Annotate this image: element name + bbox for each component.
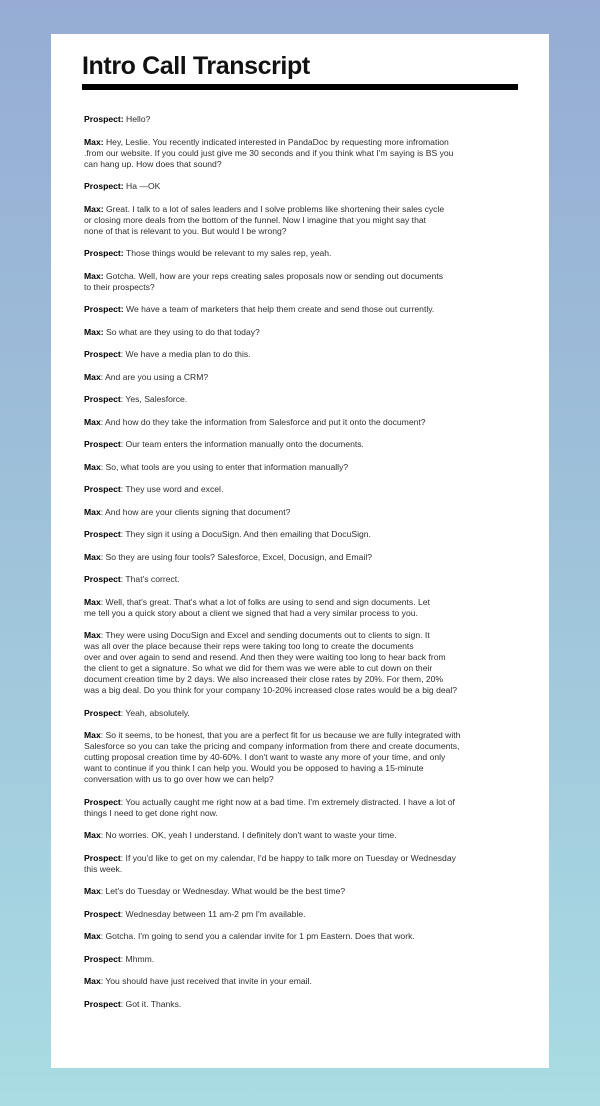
transcript-entry: [84, 484, 534, 495]
utterance-text: : Mhmm.: [120, 953, 155, 964]
utterance-text: : Yes, Salesforce.: [120, 394, 188, 404]
transcript-entry: [84, 909, 534, 920]
transcript-line: [84, 226, 534, 237]
transcript-line: [84, 304, 534, 315]
utterance-text: Hey, Leslie. You recently indicated interested in PandaDoc by requesting more infromation: [105, 136, 449, 147]
speaker-label: Max: [84, 461, 101, 472]
transcript-line: [84, 215, 534, 226]
transcript-entry: [84, 999, 534, 1010]
speaker-label: Prospect: [84, 394, 121, 404]
speaker-label: Prospect:: [84, 181, 127, 191]
transcript-line: [84, 741, 534, 752]
utterance-text: So what are they using to do that today?: [105, 326, 260, 337]
page-title: Intro Call Transcript: [82, 52, 310, 80]
utterance-text: : Yeah, absolutely.: [120, 707, 190, 718]
transcript-line: [84, 652, 534, 663]
transcript-line: [84, 529, 534, 540]
speaker-label: Prospect: [84, 439, 121, 449]
transcript-line: [84, 931, 534, 942]
transcript-entry: [84, 630, 534, 696]
transcript-entry: [84, 886, 534, 897]
transcript-line: [84, 752, 534, 763]
transcript-entry: [84, 394, 534, 405]
transcript-line: [84, 484, 534, 495]
speaker-label: Prospect: [84, 574, 121, 584]
speaker-label: Max:: [84, 203, 106, 214]
speaker-label: Max: [84, 730, 101, 740]
transcript-line: [84, 830, 534, 841]
transcript-line: [84, 641, 534, 652]
transcript-entry: [84, 797, 534, 819]
speaker-label: Prospect: [84, 953, 121, 964]
speaker-label: Max: [84, 551, 101, 562]
utterance-text: document creation time by 2 days. We also increased their close rates by 20%. For them, 20%: [84, 674, 444, 684]
transcript-line: [84, 999, 534, 1010]
transcript-entry: [84, 304, 534, 315]
transcript-entry: [84, 976, 534, 987]
transcript-entry: [84, 730, 534, 785]
transcript-entry: [84, 248, 534, 259]
transcript-entry: [84, 137, 534, 170]
utterance-text: : You should have just received that invite in your email.: [100, 976, 312, 986]
speaker-label: Max: [84, 886, 101, 896]
transcript-entry: [84, 417, 534, 428]
transcript-line: [84, 349, 534, 360]
utterance-text: things I need to get done right now.: [84, 807, 218, 818]
transcript-line: [84, 597, 534, 608]
utterance-text: : That's correct.: [120, 574, 180, 584]
transcript-line: [84, 886, 534, 897]
utterance-text: Ha —OK: [126, 181, 161, 191]
transcript-line: [84, 674, 534, 685]
utterance-text: : They use word and excel.: [120, 484, 224, 494]
utterance-text: : You actually caught me right now at a bad time. I'm extremely distracted. I have a lot of: [120, 796, 455, 807]
utterance-text: was a big deal. Do you think for your company 10-20% increased close rates would be a big deal?: [84, 685, 458, 695]
transcript-line: [84, 630, 534, 641]
utterance-text: : And how do they take the information from Salesforce and put it onto the document?: [100, 416, 426, 427]
utterance-text: : And how are your clients signing that document?: [100, 506, 291, 517]
utterance-text: me tell you a quick story about a client we signed that had a very similar process to you.: [84, 607, 418, 618]
transcript-line: [84, 148, 534, 159]
utterance-text: want to continue if you think I can help you. Would you be opposed to having a 15-minute: [84, 763, 424, 773]
utterance-text: : Our team enters the information manually onto the documents.: [120, 439, 364, 449]
transcript-line: [84, 137, 534, 148]
transcript-line: [84, 439, 534, 450]
transcript-line: [84, 663, 534, 674]
transcript-line: [84, 685, 534, 696]
speaker-label: Prospect:: [84, 304, 127, 314]
transcript-entry: [84, 597, 534, 619]
transcript-line: [84, 976, 534, 987]
utterance-text: : If you'd like to get on my calendar, I'd be happy to talk more on Tuesday or Wednesday: [120, 852, 456, 863]
speaker-label: Max: [84, 931, 101, 941]
utterance-text: none of that is relevant to you. But would I be wrong?: [84, 225, 287, 236]
speaker-label: Max: [84, 830, 101, 840]
speaker-label: Max:: [84, 136, 106, 147]
speaker-label: Prospect: [84, 349, 121, 359]
utterance-text: : And are you using a CRM?: [100, 371, 209, 382]
utterance-text: cutting proposal creation time by 40-60%. I don't want to waste any more of your time, and only: [84, 752, 446, 762]
transcript-entry: [84, 574, 534, 585]
utterance-text: : They were using DocuSign and Excel and sending documents out to clients to sign. It: [100, 630, 430, 640]
transcript-line: [84, 909, 534, 920]
utterance-text: Great. I talk to a lot of sales leaders and I solve problems like shortening their sales cycle: [105, 203, 445, 214]
utterance-text: : So it seems, to be honest, that you are a perfect fit for us because we are fully integrated with: [100, 730, 461, 740]
transcript-line: [84, 864, 534, 875]
speaker-label: Max:: [84, 270, 106, 281]
utterance-text: : Wednesday between 11 am-2 pm I'm available.: [120, 908, 306, 919]
utterance-text: Hello?: [126, 114, 151, 124]
speaker-label: Prospect:: [84, 114, 127, 124]
speaker-label: Prospect: [84, 908, 121, 919]
transcript-line: [84, 372, 534, 383]
speaker-label: Prospect:: [84, 248, 127, 258]
transcript-entry: [84, 853, 534, 875]
utterance-text: : No worries. OK, yeah I understand. I definitely don't want to waste your time.: [100, 830, 397, 840]
transcript-line: [84, 159, 534, 170]
transcript-body: [84, 114, 534, 1021]
utterance-text: conversation with us to go over how we can help?: [84, 774, 274, 784]
utterance-text: Gotcha. Well, how are your reps creating sales proposals now or sending out documents: [105, 270, 444, 281]
utterance-text: Salesforce so you can take the pricing and company information from there and create documents,: [84, 741, 460, 751]
utterance-text: We have a team of marketers that help them create and send those out currently.: [126, 304, 435, 314]
transcript-line: [84, 808, 534, 819]
transcript-entry: [84, 439, 534, 450]
speaker-label: Max: [84, 630, 101, 640]
utterance-text: Those things would be relevant to my sales rep, yeah.: [126, 248, 332, 258]
transcript-entry: [84, 830, 534, 841]
utterance-text: .from our website. If you could just give me 30 seconds and if you think what I'm saying is BS you: [84, 147, 454, 158]
utterance-text: : So they are using four tools? Salesforce, Excel, Docusign, and Email?: [100, 551, 373, 562]
transcript-line: [84, 708, 534, 719]
transcript-line: [84, 797, 534, 808]
transcript-line: [84, 271, 534, 282]
transcript-entry: [84, 954, 534, 965]
transcript-line: [84, 763, 534, 774]
transcript-entry: [84, 708, 534, 719]
transcript-line: [84, 248, 534, 259]
speaker-label: Max:: [84, 326, 106, 337]
utterance-text: : They sign it using a DocuSign. And then emailing that DocuSign.: [120, 529, 371, 539]
speaker-label: Prospect: [84, 529, 121, 539]
utterance-text: was all over the place because their reps were taking too long to create the documents: [84, 641, 414, 651]
utterance-text: : Gotcha. I'm going to send you a calendar invite for 1 pm Eastern. Does that work.: [100, 931, 415, 941]
utterance-text: to their prospects?: [84, 281, 155, 292]
speaker-label: Max: [84, 506, 101, 517]
transcript-entry: [84, 349, 534, 360]
speaker-label: Prospect: [84, 998, 121, 1009]
transcript-line: [84, 954, 534, 965]
speaker-label: Max: [84, 596, 101, 607]
transcript-line: [84, 394, 534, 405]
transcript-line: [84, 204, 534, 215]
speaker-label: Prospect: [84, 484, 121, 494]
utterance-text: : Well, that's great. That's what a lot of folks are using to send and sign documents. Let: [100, 596, 430, 607]
speaker-label: Max: [84, 976, 101, 986]
speaker-label: Max: [84, 416, 101, 427]
speaker-label: Prospect: [84, 796, 121, 807]
speaker-label: Max: [84, 371, 101, 382]
transcript-line: [84, 462, 534, 473]
transcript-entry: [84, 181, 534, 192]
transcript-entry: [84, 507, 534, 518]
transcript-line: [84, 282, 534, 293]
transcript-line: [84, 774, 534, 785]
transcript-line: [84, 327, 534, 338]
transcript-entry: [84, 931, 534, 942]
utterance-text: : So, what tools are you using to enter that information manually?: [100, 461, 349, 472]
transcript-line: [84, 608, 534, 619]
transcript-line: [84, 730, 534, 741]
transcript-entry: [84, 462, 534, 473]
transcript-line: [84, 574, 534, 585]
transcript-line: [84, 552, 534, 563]
title-divider: [82, 84, 518, 90]
utterance-text: or closing more deals from the bottom of the funnel. Now I imagine that you might say that: [84, 214, 427, 225]
transcript-card: [51, 34, 549, 1068]
transcript-entry: [84, 271, 534, 293]
transcript-entry: [84, 204, 534, 237]
transcript-entry: [84, 114, 534, 125]
transcript-line: [84, 181, 534, 192]
utterance-text: can hang up. How does that sound?: [84, 158, 222, 169]
transcript-line: [84, 114, 534, 125]
utterance-text: : Got it. Thanks.: [120, 998, 182, 1009]
utterance-text: the client to get a signature. So what we did for them was we were able to cut down on their: [84, 663, 433, 673]
utterance-text: : We have a media plan to do this.: [120, 349, 251, 359]
transcript-entry: [84, 327, 534, 338]
transcript-line: [84, 853, 534, 864]
utterance-text: this week.: [84, 863, 123, 874]
utterance-text: over and over again to send and resend. And then they were waiting too long to hear back from: [84, 652, 446, 662]
transcript-entry: [84, 372, 534, 383]
transcript-line: [84, 507, 534, 518]
transcript-entry: [84, 552, 534, 563]
utterance-text: : Let's do Tuesday or Wednesday. What would be the best time?: [100, 886, 346, 896]
transcript-entry: [84, 529, 534, 540]
speaker-label: Prospect: [84, 707, 121, 718]
speaker-label: Prospect: [84, 852, 121, 863]
transcript-line: [84, 417, 534, 428]
